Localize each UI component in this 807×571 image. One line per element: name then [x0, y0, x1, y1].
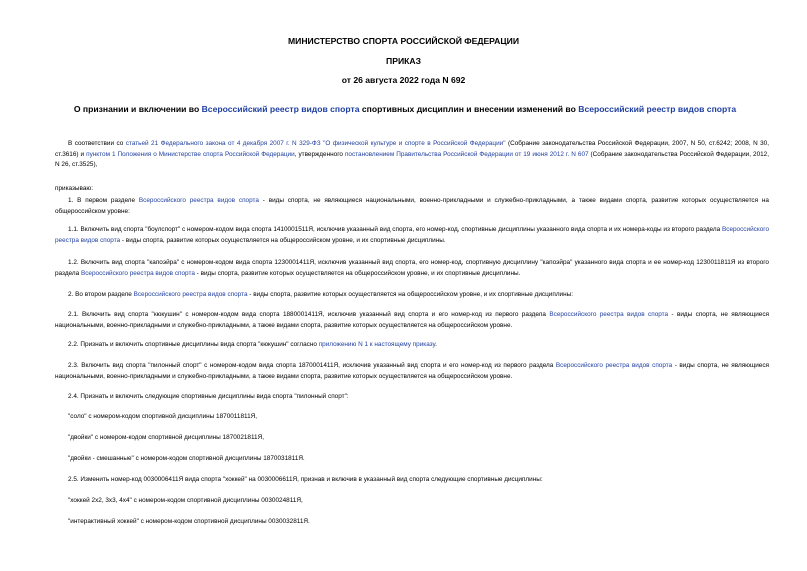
p12-text-1: 1.2. Включить вид спорта "капоэйра" с номером-кодом вида спорта 1230001411Я, исключив указанный вид спорта, его номер-код, спортивную дисциплину "капоэйра" указанного вида спорта и ее номер-код 1230011811Я из второго раздела	[55, 259, 769, 277]
paragraph-2-3	[55, 361, 769, 382]
p1-text-1: 1. В первом разделе	[68, 197, 139, 204]
registry-link[interactable]: Всероссийский реестр видов спорта	[578, 104, 737, 114]
p1-text-2: - виды спорта, не являющиеся национальными, военно-прикладными и служебно-прикладными, а также видами спорта, развитие которых осуществляется на общероссийском уровне:	[55, 197, 769, 215]
intro-text-2: (Собрание законодательства Российской Федерации, 2007, N 50, ст.6242; 2008, N 30, ст.3616) и	[55, 140, 770, 158]
intro-text-3: , утвержденного	[294, 150, 345, 158]
intro-text-1: В соответствии со	[68, 140, 126, 147]
discipline-item: "двойки - смешанные" с номером-кодом спортивной дисциплины 1870031811Я.	[68, 455, 305, 462]
law-link[interactable]: статьей 21 Федерального закона от 4 декабря 2007 г. N 329-ФЗ "О физической культуре и спорте в Российской Федерации"	[125, 140, 506, 147]
p23-text-1: 2.3. Включить вид спорта "пилонный спорт" с номером-кодом вида спорта 1870001411Я, исключив указанный вид спорта и его номер-код из первого раздела	[68, 362, 556, 369]
regulation-link[interactable]: пунктом 1 Положения о Министерстве спорта Российской Федерации	[86, 150, 295, 158]
paragraph-1	[55, 196, 769, 217]
registry-link[interactable]: Всероссийского реестра видов спорта	[555, 362, 673, 369]
discipline-item: "соло" с номером-кодом спортивной дисциплины 1870011811Я,	[68, 413, 258, 420]
p23-text-2: - виды спорта, не являющиеся национальными, военно-прикладными и служебно-прикладными, а также видами спорта, развитие которых осуществляется на общероссийском уровне.	[55, 362, 769, 380]
paragraph-2-1	[55, 310, 769, 331]
paragraph-1-2	[55, 258, 769, 279]
p21-text-2: - виды спорта, не являющиеся национальными, военно-прикладными и служебно-прикладными, а также видами спорта, развитие которых осуществляется на общероссийском уровне.	[55, 311, 769, 329]
date-number-heading: от 26 августа 2022 года N 692	[341, 75, 466, 85]
discipline-item: "двойки" с номером-кодом спортивной дисциплины 1870021811Я,	[68, 434, 265, 441]
p12-text-2: - виды спорта, развитие которых осуществляется на общероссийском уровне, и их спортивные дисциплины.	[194, 269, 521, 277]
registry-link[interactable]: Всероссийского реестра видов спорта	[138, 197, 259, 204]
p22-text-1: 2.2. Признать и включить спортивные дисциплины вида спорта "кюкушин" согласно	[68, 341, 319, 348]
decree-link[interactable]: постановлением Правительства Российской Федерации от 19 июня 2012 г. N 607	[344, 150, 589, 158]
registry-link[interactable]: Всероссийского реестра видов спорта	[133, 291, 248, 298]
intro-paragraph	[55, 139, 769, 171]
document-title	[60, 104, 750, 115]
discipline-item: "хоккей 2х2, 3х3, 4х4" с номером-кодом спортивной дисциплины 0030024811Я,	[68, 497, 303, 504]
appendix-link[interactable]: приложению N 1 к настоящему приказу	[318, 341, 436, 348]
discipline-item: "интерактивный хоккей" с номером-кодом спортивной дисциплины 0030032811Я.	[68, 518, 310, 525]
ministry-heading: МИНИСТЕРСТВО СПОРТА РОССИЙСКОЙ ФЕДЕРАЦИИ	[287, 36, 519, 46]
p2-text-1: 2. Во втором разделе	[68, 291, 134, 298]
p11-text-1: 1.1. Включить вид спорта "боулспорт" с номером-кодом вида спорта 1410001511Я, исключив указанный вид спорта, его номер-код, спортивные дисциплины указанного вида спорта и их номера-коды из второго раздела	[68, 226, 722, 233]
paragraph-2-4: 2.4. Признать и включить следующие спортивные дисциплины вида спорта "пилонный спорт":	[68, 393, 349, 400]
p22-text-2: .	[435, 341, 437, 348]
title-text-2: спортивных дисциплин и внесении изменений во	[359, 104, 579, 114]
registry-link[interactable]: Всероссийский реестр видов спорта	[201, 104, 360, 114]
p2-text-2: - виды спорта, развитие которых осуществляется на общероссийском уровне, и их спортивные дисциплины:	[247, 291, 574, 298]
registry-link[interactable]: Всероссийского реестра видов спорта	[55, 226, 769, 244]
paragraph-2-5: 2.5. Изменить номер-код 0030006411Я вида спорта "хоккей" на 0030006611Я, признав и включив в указанный вид спорта следующие спортивные дисциплины:	[68, 476, 543, 483]
doc-type-heading: ПРИКАЗ	[386, 56, 421, 66]
registry-link[interactable]: Всероссийского реестра видов спорта	[549, 311, 669, 318]
paragraph-2	[55, 290, 769, 301]
p21-text-1: 2.1. Включить вид спорта "кюкушин" с номером-кодом вида спорта 1880001411Я, исключив указанный вид спорта и его номер-код из первого раздела	[68, 311, 550, 318]
p11-text-2: - виды спорта, развитие которых осуществляется на общероссийском уровне, и их спортивные дисциплины.	[120, 236, 446, 244]
paragraph-1-1	[55, 225, 769, 246]
paragraph-2-2	[55, 340, 769, 351]
order-word: приказываю:	[55, 185, 93, 192]
intro-text-4: (Собрание законодательства Российской Федерации, 2012, N 26, ст.3525),	[55, 150, 770, 168]
title-text-1: О признании и включении во	[73, 104, 202, 114]
registry-link[interactable]: Всероссийского реестра видов спорта	[80, 269, 195, 277]
